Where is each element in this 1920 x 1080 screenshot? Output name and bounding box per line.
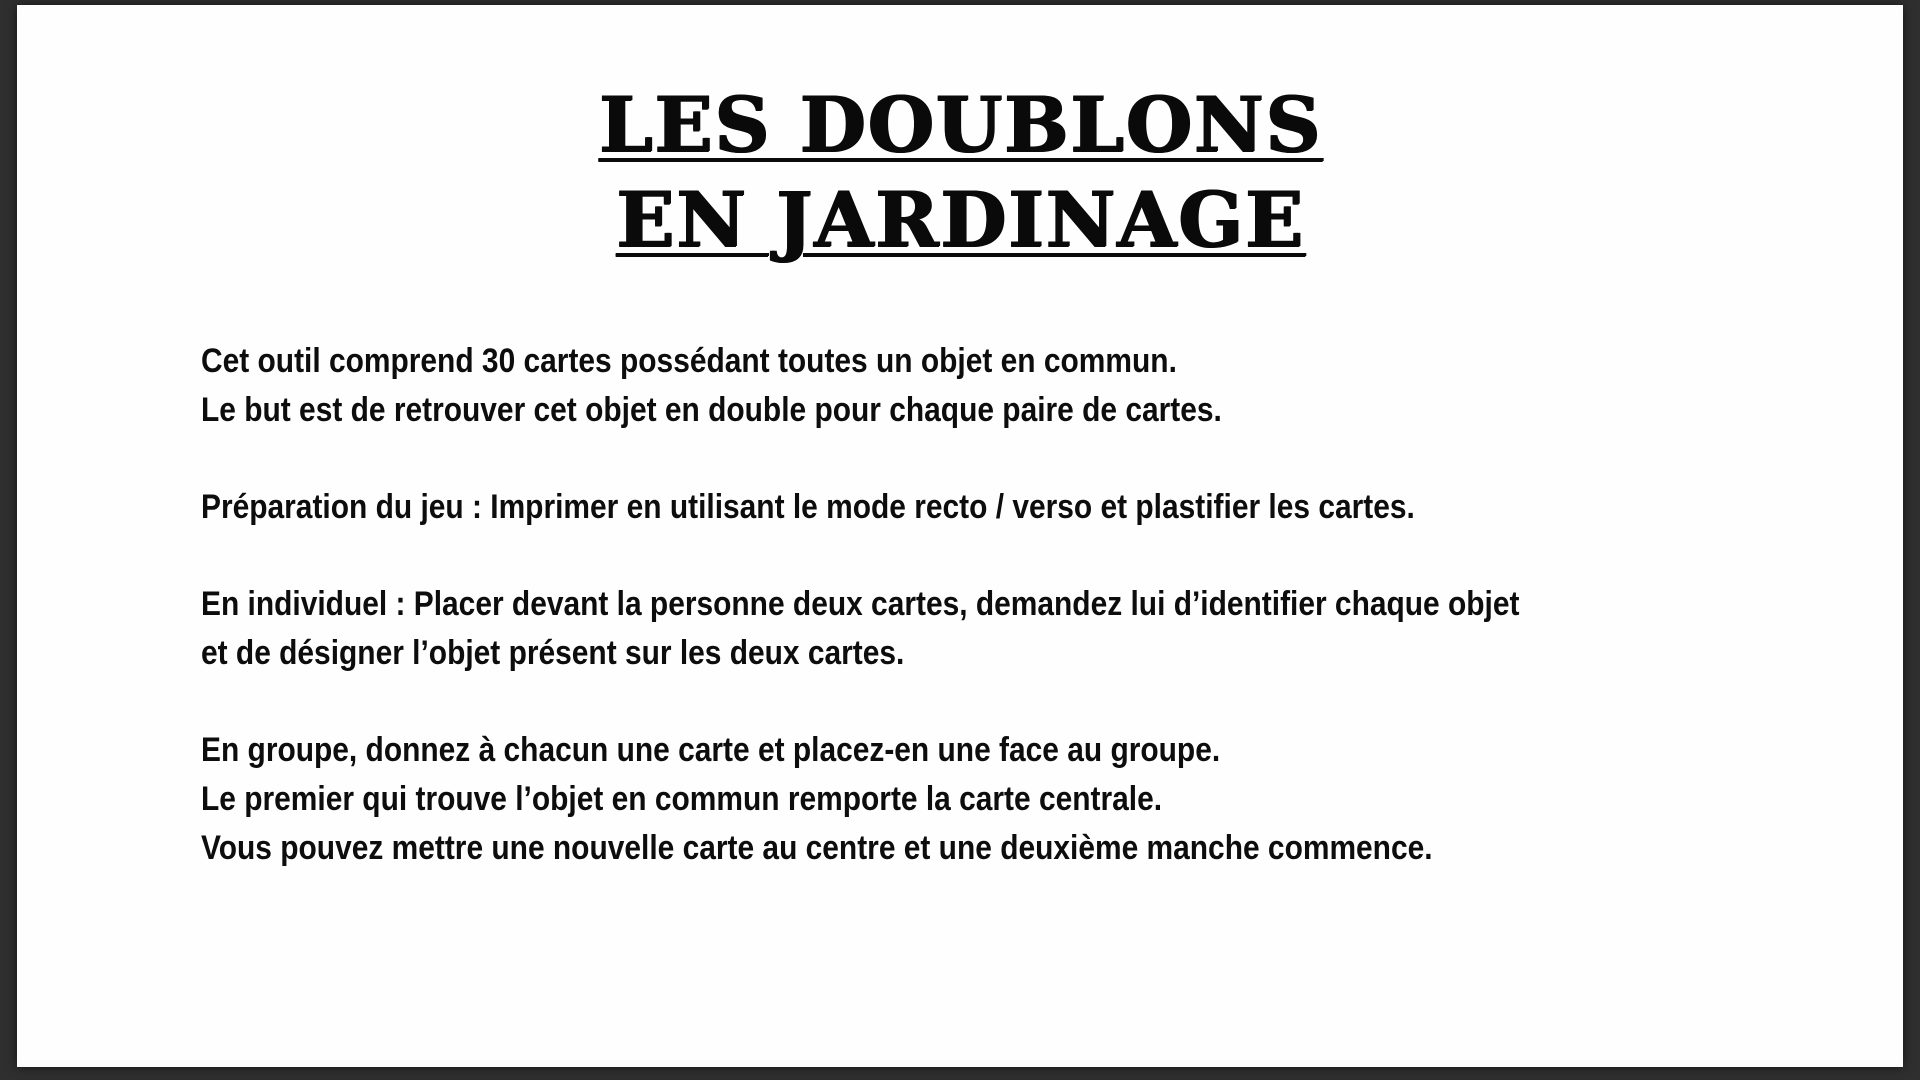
document-body: [201, 337, 1699, 873]
body-text-line: Le but est de retrouver cet objet en double pour chaque paire de cartes.: [201, 391, 1222, 429]
document-page: [17, 5, 1903, 1067]
document-title: [17, 77, 1903, 267]
body-text-line: En individuel : Placer devant la personne deux cartes, demandez lui d’identifier chaque objet: [201, 585, 1520, 623]
body-text-line: Le premier qui trouve l’objet en commun remporte la carte centrale.: [201, 780, 1163, 818]
paragraph-groupe: [201, 726, 1699, 873]
body-text-line: et de désigner l’objet présent sur les deux cartes.: [201, 634, 905, 672]
paragraph-preparation: [201, 483, 1699, 532]
body-text-line: Cet outil comprend 30 cartes possédant toutes un objet en commun.: [201, 342, 1177, 380]
body-text-line: Préparation du jeu : Imprimer en utilisant le mode recto / verso et plastifier les cartes.: [201, 488, 1415, 526]
title-line-1: LES DOUBLONS: [598, 80, 1322, 169]
paragraph-individuel: [201, 580, 1699, 678]
body-text-line: En groupe, donnez à chacun une carte et placez-en une face au groupe.: [201, 731, 1221, 769]
title-line-2: EN JARDINAGE: [615, 175, 1305, 264]
body-text-line: Vous pouvez mettre une nouvelle carte au centre et une deuxième manche commence.: [201, 829, 1433, 867]
paragraph-overview: [201, 337, 1699, 435]
